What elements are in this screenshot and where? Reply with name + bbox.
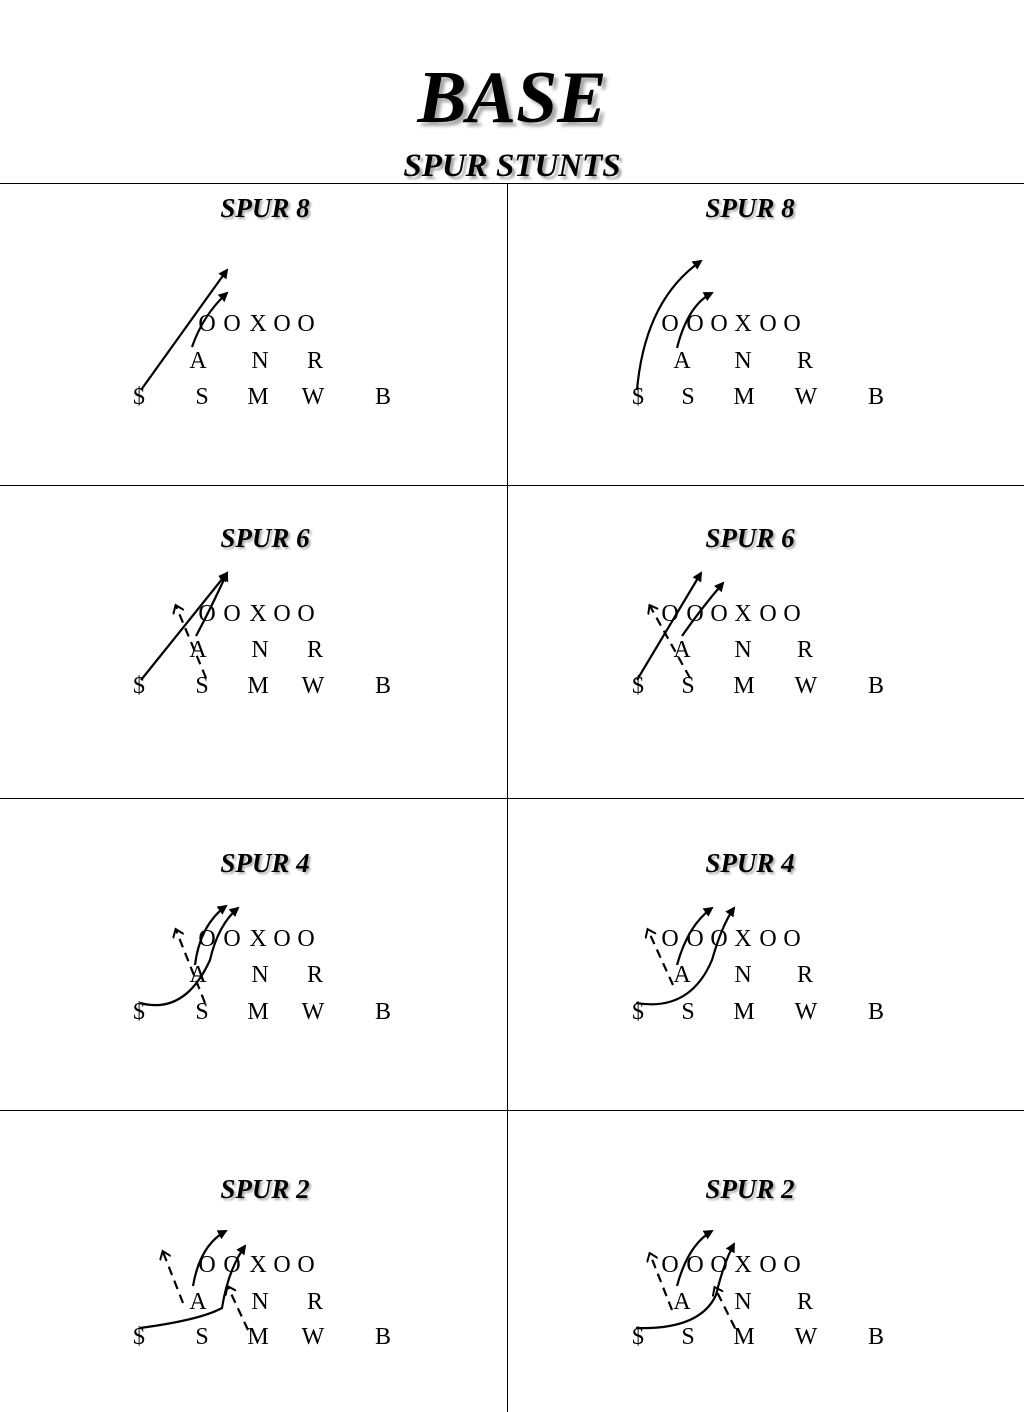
defensive-lineman: R: [306, 637, 323, 663]
defensive-lineman: N: [734, 962, 752, 988]
offensive-lineman: O: [297, 1252, 315, 1278]
offensive-lineman: O: [783, 311, 801, 337]
drop-route: [163, 1252, 183, 1303]
back-position: W: [794, 999, 818, 1025]
back-position: W: [794, 384, 818, 410]
offensive-lineman: O: [759, 311, 777, 337]
divider-row-3: [0, 1110, 1024, 1111]
back-position: B: [867, 673, 884, 699]
defensive-lineman: A: [673, 637, 691, 663]
panel-title: SPUR 4: [705, 848, 795, 878]
offensive-lineman: O: [297, 601, 315, 627]
back-position: S: [195, 673, 209, 699]
divider-top: [0, 183, 1024, 184]
back-position: B: [374, 999, 391, 1025]
back-position: W: [301, 1324, 325, 1350]
back-position: B: [867, 1324, 884, 1350]
panel-title: SPUR 6: [220, 523, 310, 553]
panel-title: SPUR 6: [705, 523, 795, 553]
back-position: B: [374, 1324, 391, 1350]
offensive-lineman: O: [273, 601, 291, 627]
center-x: X: [249, 926, 267, 952]
back-position: B: [867, 999, 884, 1025]
defensive-lineman: R: [796, 1289, 813, 1315]
back-position: M: [733, 673, 755, 699]
back-position: M: [733, 1324, 755, 1350]
back-position: S: [681, 999, 695, 1025]
offensive-lineman: O: [198, 601, 216, 627]
defensive-lineman: A: [673, 1289, 691, 1315]
offensive-lineman: O: [661, 1252, 679, 1278]
back-position: W: [794, 1324, 818, 1350]
defensive-lineman: R: [306, 348, 323, 374]
offensive-lineman: O: [759, 1252, 777, 1278]
back-position: B: [867, 384, 884, 410]
back-position: S: [195, 1324, 209, 1350]
back-position: M: [733, 999, 755, 1025]
defensive-lineman: N: [251, 1289, 269, 1315]
back-position: S: [681, 384, 695, 410]
defensive-lineman: N: [734, 1289, 752, 1315]
offensive-lineman: O: [710, 601, 728, 627]
back-position: $: [133, 1324, 145, 1350]
center-x: X: [734, 601, 752, 627]
offensive-lineman: O: [661, 311, 679, 337]
defensive-lineman: A: [189, 1289, 207, 1315]
back-position: W: [794, 673, 818, 699]
offensive-lineman: O: [686, 1252, 704, 1278]
back-position: W: [301, 673, 325, 699]
back-position: W: [301, 999, 325, 1025]
defensive-lineman: N: [734, 348, 752, 374]
back-position: M: [247, 1324, 269, 1350]
offensive-lineman: O: [273, 311, 291, 337]
spur-rush-route: [636, 908, 734, 1004]
divider-row-2: [0, 798, 1024, 799]
panel-title: SPUR 2: [220, 1174, 310, 1204]
defensive-lineman: N: [251, 637, 269, 663]
offensive-lineman: O: [686, 926, 704, 952]
offensive-lineman: O: [710, 311, 728, 337]
back-position: W: [301, 384, 325, 410]
defensive-lineman: A: [189, 637, 207, 663]
offensive-lineman: O: [759, 601, 777, 627]
defensive-lineman: N: [251, 962, 269, 988]
page-subtitle: SPUR STUNTS: [403, 148, 621, 184]
back-position: S: [681, 673, 695, 699]
back-position: $: [133, 673, 145, 699]
offensive-lineman: O: [783, 926, 801, 952]
offensive-lineman: O: [223, 1252, 241, 1278]
back-position: $: [632, 999, 644, 1025]
offensive-lineman: O: [759, 926, 777, 952]
back-position: S: [195, 384, 209, 410]
back-position: $: [133, 384, 145, 410]
defensive-lineman: A: [189, 962, 207, 988]
back-position: B: [374, 384, 391, 410]
offensive-lineman: O: [198, 926, 216, 952]
back-position: M: [247, 384, 269, 410]
page-title: BASE: [417, 57, 607, 139]
back-position: M: [247, 673, 269, 699]
defensive-lineman: R: [796, 348, 813, 374]
divider-center: [507, 183, 508, 1412]
offensive-lineman: O: [223, 601, 241, 627]
defensive-lineman: N: [251, 348, 269, 374]
offensive-lineman: O: [273, 1252, 291, 1278]
defensive-lineman: A: [189, 348, 207, 374]
offensive-lineman: O: [198, 1252, 216, 1278]
defensive-lineman: R: [306, 962, 323, 988]
offensive-lineman: O: [273, 926, 291, 952]
defensive-lineman: A: [673, 962, 691, 988]
defensive-lineman: R: [796, 637, 813, 663]
offensive-lineman: O: [297, 926, 315, 952]
defensive-lineman: N: [734, 637, 752, 663]
divider-row-1: [0, 485, 1024, 486]
back-position: $: [632, 384, 644, 410]
panel-title: SPUR 2: [705, 1174, 795, 1204]
center-x: X: [249, 601, 267, 627]
offensive-lineman: O: [661, 601, 679, 627]
back-position: S: [195, 999, 209, 1025]
center-x: X: [249, 1252, 267, 1278]
offensive-lineman: O: [710, 1252, 728, 1278]
back-position: $: [133, 999, 145, 1025]
back-position: $: [632, 1324, 644, 1350]
center-x: X: [249, 311, 267, 337]
offensive-lineman: O: [783, 1252, 801, 1278]
offensive-lineman: O: [223, 311, 241, 337]
panel-title: SPUR 8: [220, 193, 310, 223]
spur-rush-route: [140, 908, 238, 1005]
defensive-lineman: A: [673, 348, 691, 374]
offensive-lineman: O: [783, 601, 801, 627]
defensive-lineman: R: [796, 962, 813, 988]
back-position: S: [681, 1324, 695, 1350]
defensive-lineman: R: [306, 1289, 323, 1315]
panel-title: SPUR 8: [705, 193, 795, 223]
offensive-lineman: O: [297, 311, 315, 337]
center-x: X: [734, 926, 752, 952]
offensive-lineman: O: [661, 926, 679, 952]
back-position: B: [374, 673, 391, 699]
back-position: M: [733, 384, 755, 410]
offensive-lineman: O: [686, 601, 704, 627]
offensive-lineman: O: [223, 926, 241, 952]
back-position: $: [632, 673, 644, 699]
panel-title: SPUR 4: [220, 848, 310, 878]
center-x: X: [734, 311, 752, 337]
offensive-lineman: O: [198, 311, 216, 337]
offensive-lineman: O: [710, 926, 728, 952]
center-x: X: [734, 1252, 752, 1278]
offensive-lineman: O: [686, 311, 704, 337]
back-position: M: [247, 999, 269, 1025]
